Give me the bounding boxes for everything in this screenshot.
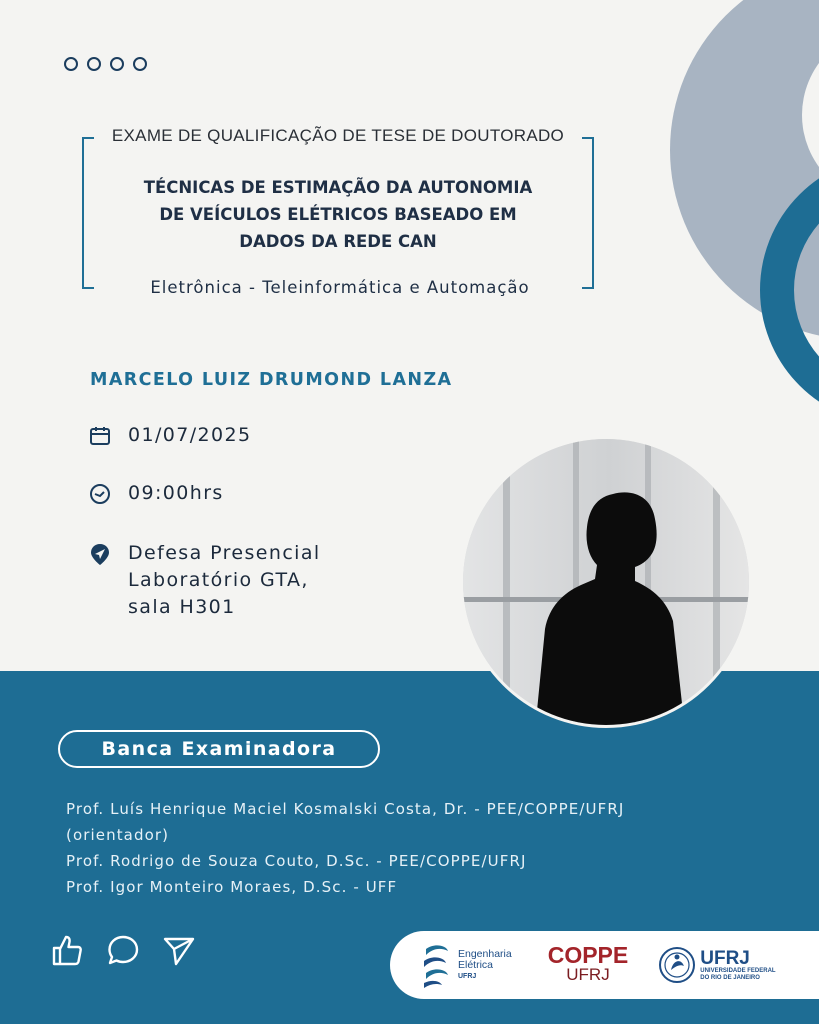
committee-title: Banca Examinadora: [58, 730, 380, 768]
calendar-icon: [88, 424, 112, 448]
clock-icon: [88, 482, 112, 506]
coppe-line: COPPE: [547, 942, 629, 968]
date-row: [88, 422, 252, 449]
dot-icon: [87, 57, 101, 71]
member-line: Prof. Luís Henrique Maciel Kosmalski Costa, Dr. - PEE/COPPE/UFRJ: [66, 800, 625, 818]
program-name: Eletrônica - Teleinformática e Automação: [104, 276, 576, 300]
thesis-title: [110, 174, 566, 255]
engenharia-eletrica-mark-icon: [420, 941, 452, 989]
coppe-logo: [547, 942, 629, 985]
comment-icon[interactable]: [106, 933, 140, 967]
thesis-title-line: TÉCNICAS DE ESTIMAÇÃO DA AUTONOMIA: [143, 178, 533, 197]
author-photo: [460, 436, 752, 728]
thesis-title-line: DADOS DA REDE CAN: [239, 232, 437, 251]
eletrica-line: Elétrica: [458, 958, 494, 971]
dot-icon: [133, 57, 147, 71]
ufrj-emblem-icon: [658, 944, 696, 986]
exam-type: EXAME DE QUALIFICAÇÃO DE TESE DE DOUTORADO: [96, 124, 580, 148]
frame-left-bracket: [82, 137, 94, 289]
member-line: Prof. Rodrigo de Souza Couto, D.Sc. - PEE/COPPE/UFRJ: [66, 852, 527, 870]
ufrj-full-name-line: UNIVERSIDADE FEDERAL: [700, 967, 776, 974]
place-row: [88, 540, 321, 621]
committee-members: [66, 796, 766, 900]
event-date: 01/07/2025: [128, 424, 252, 446]
institution-logos: [390, 931, 819, 999]
member-line: (orientador): [66, 826, 170, 844]
ufrj-line: UFRJ: [700, 947, 750, 969]
ufrj-small-line: UFRJ: [458, 972, 477, 980]
event-place: [128, 540, 321, 621]
dot-icon: [110, 57, 124, 71]
place-line: sala H301: [128, 596, 236, 618]
place-line: Laboratório GTA,: [128, 569, 309, 591]
event-time: 09:00hrs: [128, 482, 224, 504]
engenharia-eletrica-logo: [420, 941, 512, 989]
coppe-ufrj-line: UFRJ: [566, 965, 610, 984]
author-name: MARCELO LUIZ DRUMOND LANZA: [90, 370, 453, 390]
place-line: Defesa Presencial: [128, 542, 321, 564]
member-line: Prof. Igor Monteiro Moraes, D.Sc. - UFF: [66, 878, 398, 896]
dot-icon: [64, 57, 78, 71]
silhouette-image: [463, 439, 752, 728]
like-icon[interactable]: [50, 933, 84, 967]
send-icon[interactable]: [162, 933, 196, 967]
ufrj-logo: [658, 944, 775, 986]
carousel-dots: [64, 57, 147, 71]
frame-right-bracket: [582, 137, 594, 289]
ufrj-full-name-line: DO RIO DE JANEIRO: [700, 974, 760, 981]
social-actions: [50, 933, 196, 967]
engenharia-line: Engenharia: [458, 947, 512, 960]
location-icon: [88, 542, 112, 566]
time-row: [88, 480, 224, 507]
thesis-title-line: DE VEÍCULOS ELÉTRICOS BASEADO EM: [159, 205, 517, 224]
